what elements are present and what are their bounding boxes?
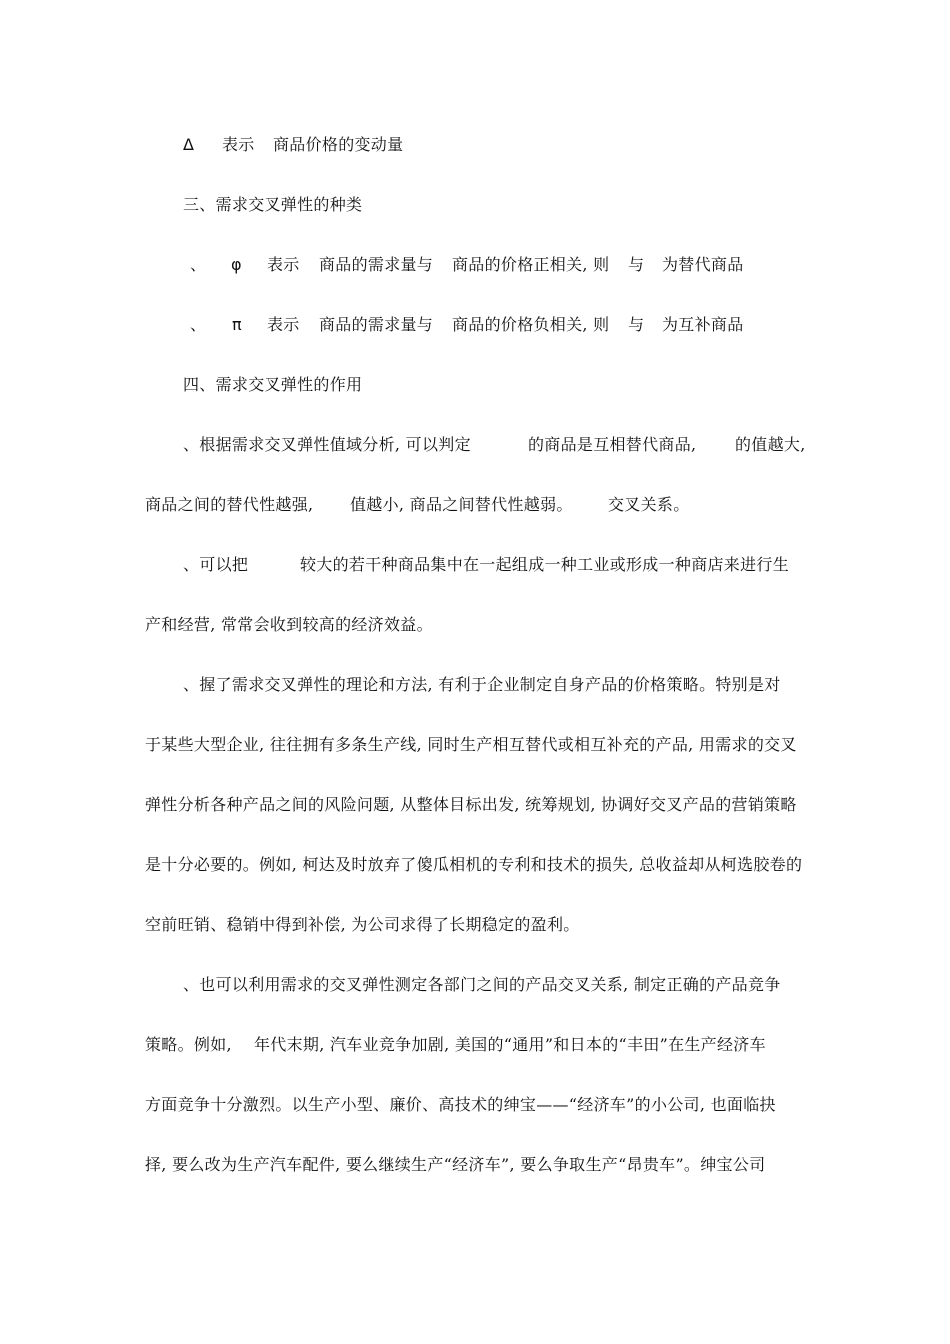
paragraph-line: 择, 要么改为生产汽车配件, 要么继续生产“经济车”, 要么争取生产“昂贵车”。绅宝公司 (145, 1155, 766, 1174)
text-fragment: 的值越大, (735, 435, 806, 454)
phi-symbol: φ (231, 255, 242, 274)
paragraph-line: 、握了需求交叉弹性的理论和方法, 有利于企业制定自身产品的价格策略。特别是对 (183, 675, 781, 694)
pi-symbol: π (232, 315, 242, 334)
paragraph-line: 空前旺销、稳销中得到补偿, 为公司求得了长期稳定的盈利。 (145, 915, 580, 934)
text-fragment: 、 (190, 315, 207, 334)
text-fragment: 商品价格的变动量 (273, 135, 404, 154)
text-fragment: 与 (628, 255, 645, 274)
text-fragment: 为替代商品 (662, 255, 744, 274)
text-fragment: 为互补商品 (662, 315, 744, 334)
text-fragment: 表示 (267, 315, 300, 334)
paragraph-line: 方面竞争十分激烈。以生产小型、廉价、高技术的绅宝——“经济车”的小公司, 也面临抉 (145, 1095, 776, 1114)
text-fragment: 、 (190, 255, 207, 274)
text-fragment: 商品的需求量与 (319, 315, 434, 334)
text-fragment: 的商品是互相替代商品, (528, 435, 697, 454)
text-fragment: 商品的需求量与 (319, 255, 434, 274)
delta-symbol: Δ (183, 135, 195, 154)
paragraph-line: 、也可以利用需求的交叉弹性测定各部门之间的产品交叉关系, 制定正确的产品竞争 (183, 975, 781, 994)
paragraph-line: 产和经营, 常常会收到较高的经济效益。 (145, 615, 433, 634)
text-fragment: 年代末期, 汽车业竞争加剧, 美国的“通用”和日本的“丰田”在生产经济车 (254, 1035, 766, 1054)
paragraph-line: 弹性分析各种产品之间的风险问题, 从整体目标出发, 统筹规划, 协调好交叉产品的营销策略 (145, 795, 797, 814)
text-fragment: 商品之间的替代性越强, (145, 495, 314, 514)
text-fragment: 与 (628, 315, 645, 334)
text-fragment: 值越小, 商品之间替代性越弱。 (350, 495, 573, 514)
text-fragment: 表示 (267, 255, 300, 274)
text-fragment: 策略。例如, (145, 1035, 232, 1054)
section-heading: 三、需求交叉弹性的种类 (183, 195, 363, 214)
text-fragment: 商品的价格负相关, 则 (452, 315, 610, 334)
text-fragment: 、可以把 (183, 555, 249, 574)
text-fragment: 、根据需求交叉弹性值域分析, 可以判定 (183, 435, 471, 454)
paragraph-line: 于某些大型企业, 往往拥有多条生产线, 同时生产相互替代或相互补充的产品, 用需求的交叉 (145, 735, 797, 754)
section-heading: 四、需求交叉弹性的作用 (183, 375, 363, 394)
text-fragment: 商品的价格正相关, 则 (452, 255, 610, 274)
text-fragment: 交叉关系。 (608, 495, 690, 514)
text-fragment: 表示 (222, 135, 255, 154)
paragraph-line: 是十分必要的。例如, 柯达及时放弃了傻瓜相机的专利和技术的损失, 总收益却从柯选胶卷的 (145, 855, 803, 874)
text-fragment: 较大的若干种商品集中在一起组成一种工业或形成一种商店来进行生 (300, 555, 790, 574)
